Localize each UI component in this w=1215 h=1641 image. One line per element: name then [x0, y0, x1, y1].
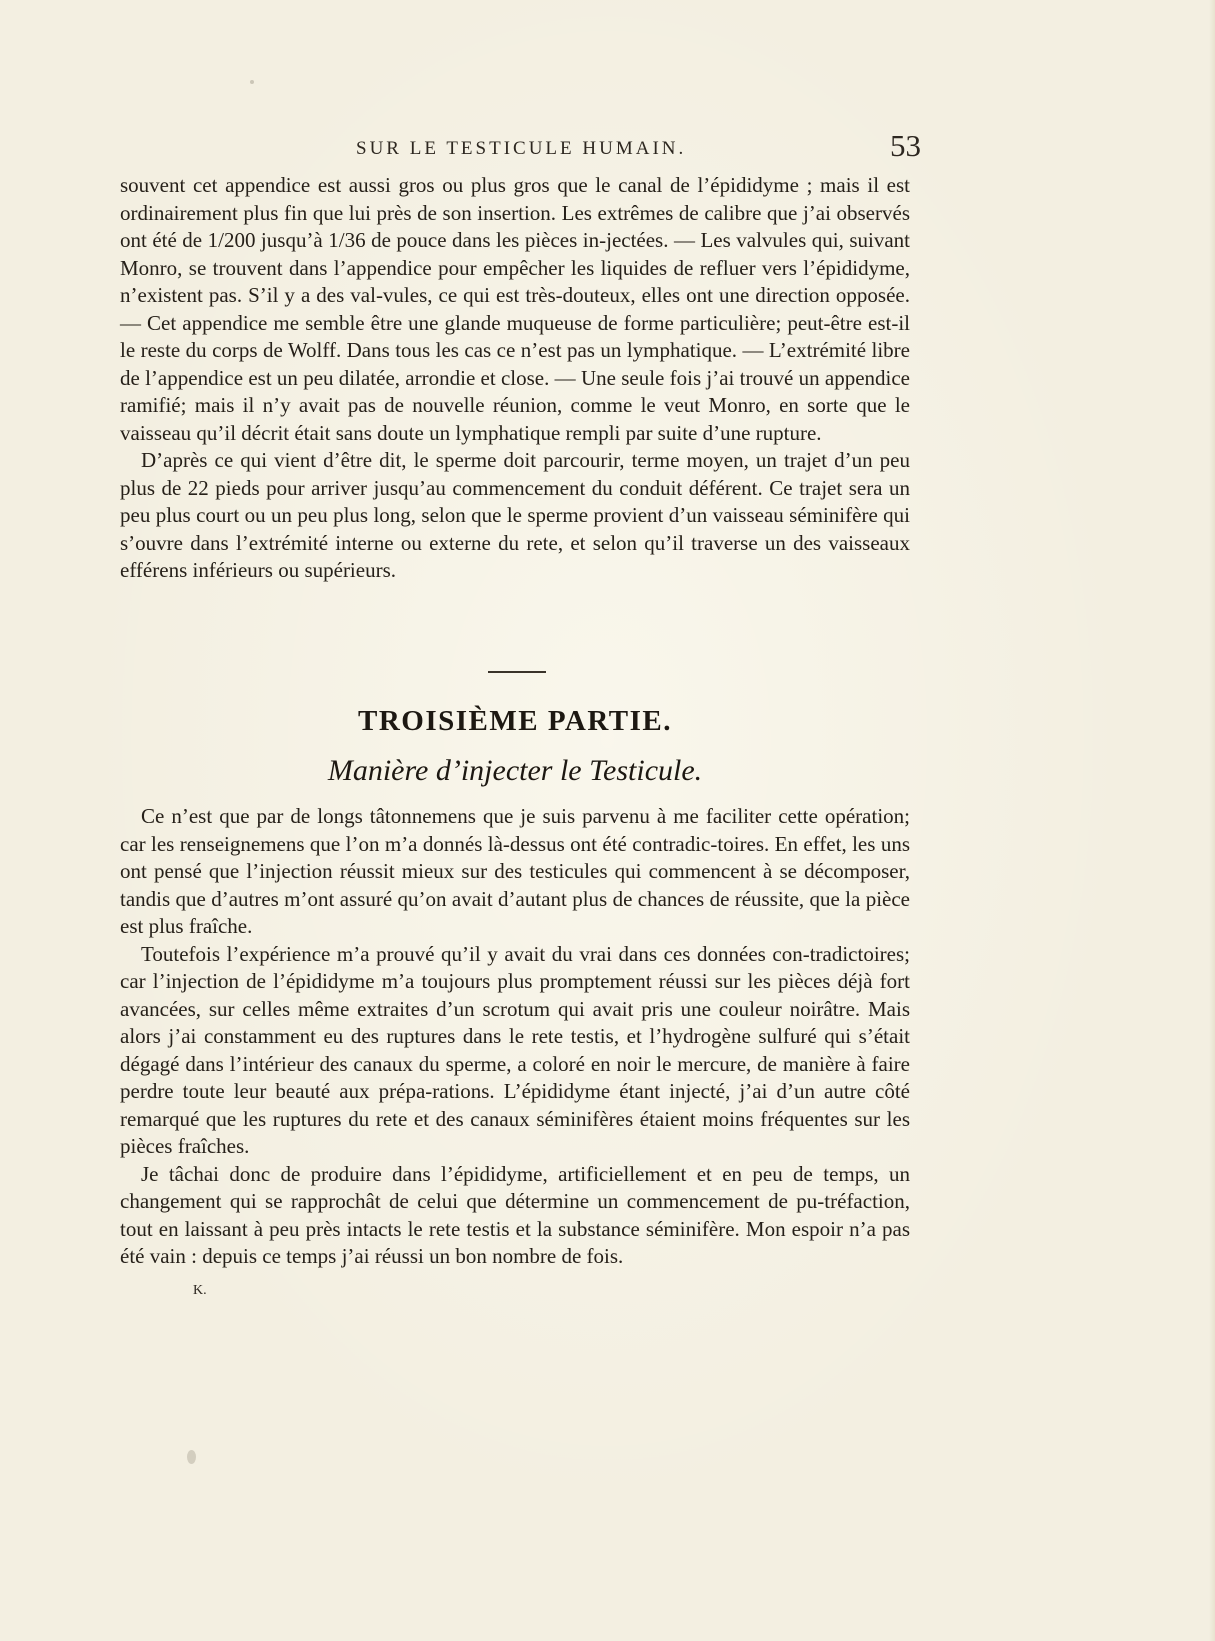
page-number: 53: [890, 128, 921, 163]
part-title: TROISIÈME PARTIE.: [358, 705, 672, 737]
paragraph: Toutefois l’expérience m’a prouvé qu’il y avait du vrai dans ces données con-tradictoires; car l’injection de l’épididyme m’a toujours plus promptement réussi sur les pièces déjà fort avancées, sur celles même extraites d’un scrotum qui avait pris une couleur noirâtre. Mais alors j’ai constamment eu des ruptures dans le rete testis, et l’hydrogène sulfuré qui s’était dégagé dans l’intérieur des canaux du sperme, a coloré en noir le mercure, de manière à faire perdre toute leur beauté aux prépa-rations. L’épididyme étant injecté, j’ai d’un autre côté remarqué que les ruptures du rete et des canaux séminifères étaient moins fréquentes sur les pièces fraîches.: [120, 941, 910, 1158]
section-two-text: [120, 803, 910, 1271]
paper-speck: [250, 80, 254, 84]
signature-mark: K.: [193, 1283, 207, 1298]
paragraph: souvent cet appendice est aussi gros ou plus gros que le canal de l’épididyme ; mais il est ordinairement plus fin que lui près de son insertion. Les extrêmes de calibre que j’ai observés ont été de 1/200 jusqu’à 1/36 de pouce dans les pièces in-jectées. — Les valvules qui, suivant Monro, se trouvent dans l’appendice pour empêcher les liquides de refluer vers l’épididyme, n’existent pas. S’il y a des val-vules, ce qui est très-douteux, elles ont une direction opposée. — Cet appendice me semble être une glande muqueuse de forme particulière; peut-être est-il le reste du corps de Wolff. Dans tous les cas ce n’est pas un lymphatique. — L’extrémité libre de l’appendice est un peu dilatée, arrondie et close. — Une seule fois j’ai trouvé un appendice ramifié; mais il n’y avait pas de nouvelle réunion, comme le veut Monro, en sorte que le vaisseau qu’il décrit était sans doute un lymphatique rempli par suite d’une rupture.: [120, 173, 910, 445]
section-divider-rule: [488, 671, 546, 673]
page-edge-shadow: [1209, 0, 1215, 1641]
paragraph: Je tâchai donc de produire dans l’épididyme, artificiellement et en peu de temps, un changement qui se rapprochât de celui que détermine un commencement de pu-tréfaction, tout en laissant à peu près intacts le rete testis et la substance séminifère. Mon espoir n’a pas été vain : depuis ce temps j’ai réussi un bon nombre de fois.: [120, 1161, 910, 1268]
paragraph: Ce n’est que par de longs tâtonnemens que je suis parvenu à me faciliter cette opération; car les renseignemens que l’on m’a donnés là-dessus ont été contradic-toires. En effet, les uns ont pensé que l’injection réussit mieux sur des testicules qui commencent à se décomposer, tandis que d’autres m’ont assuré qu’on avait d’autant plus de chances de réussite, que la pièce est plus fraîche.: [120, 804, 910, 938]
running-title: SUR LE TESTICULE HUMAIN.: [356, 138, 687, 159]
section-one-text: [120, 172, 910, 585]
running-head: [120, 128, 921, 163]
section-title: Manière d’injecter le Testicule.: [327, 754, 703, 787]
paper-stain: [187, 1450, 196, 1464]
paragraph: D’après ce qui vient d’être dit, le sperme doit parcourir, terme moyen, un trajet d’un peu plus de 22 pieds pour arriver jusqu’au commencement du conduit déférent. Ce trajet sera un peu plus court ou un peu plus long, selon que le sperme provient d’un vaisseau séminifère qui s’ouvre dans l’extrémité interne ou externe du rete, et selon qu’il traverse un des vaisseaux efférens inférieurs ou supérieurs.: [120, 448, 910, 582]
